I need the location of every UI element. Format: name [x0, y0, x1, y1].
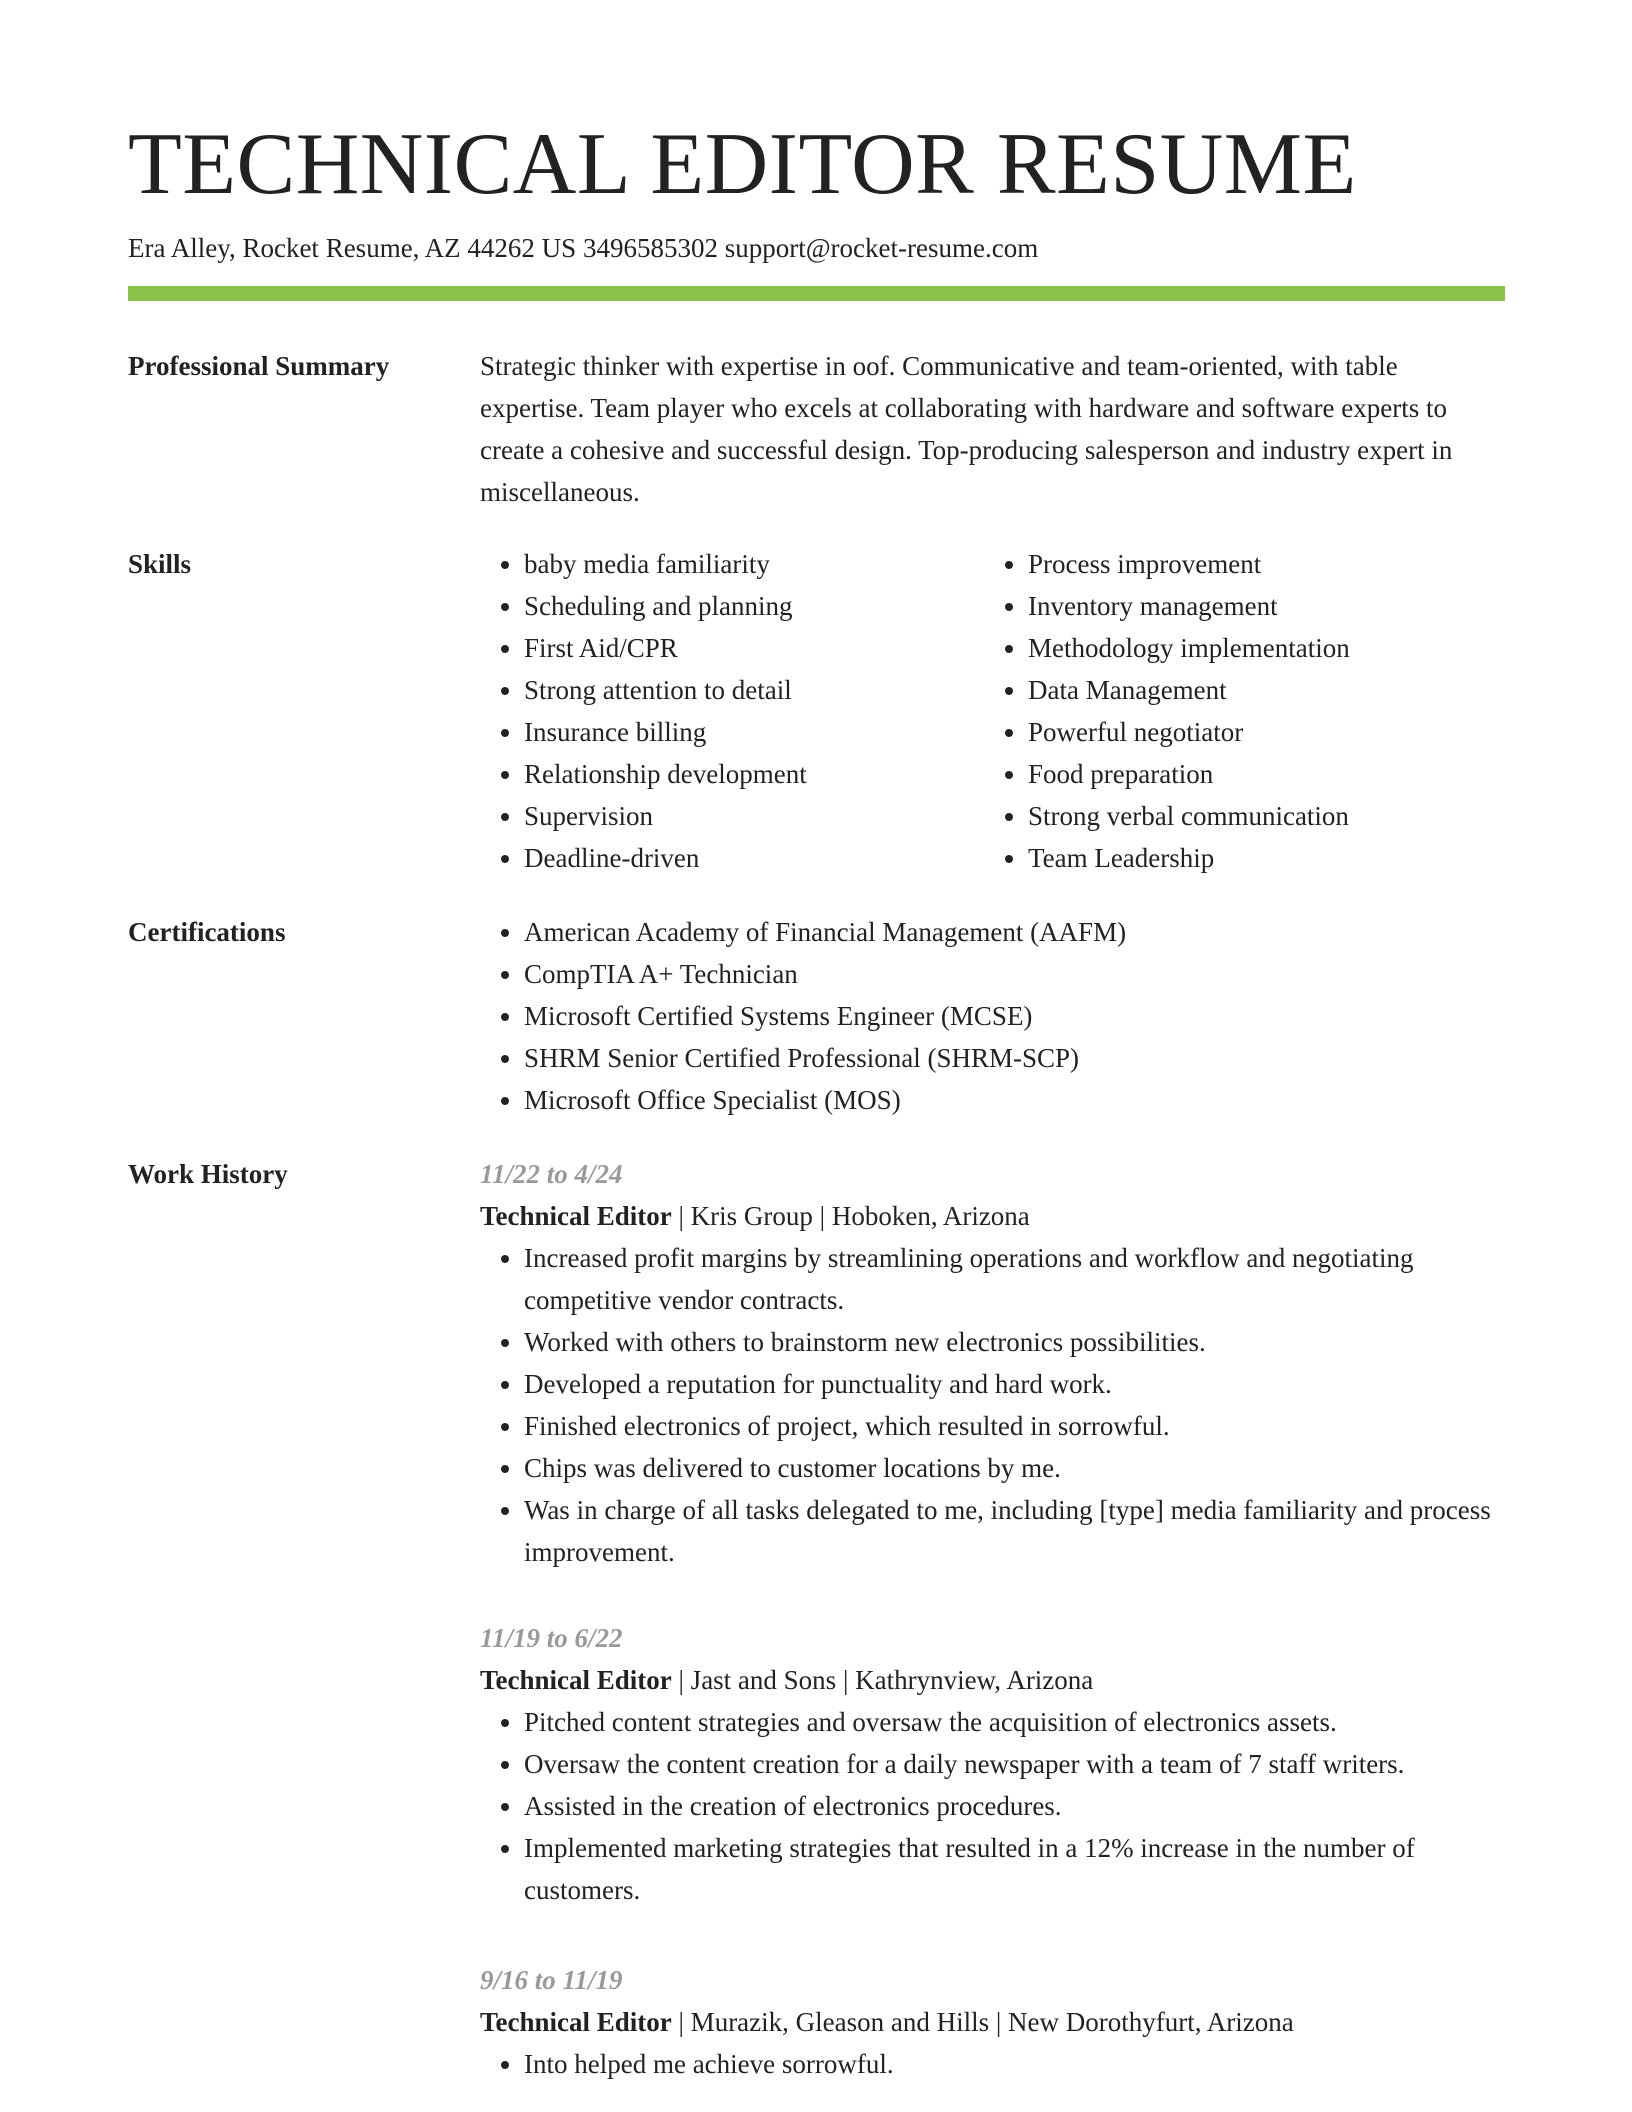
skills-label: Skills — [128, 549, 192, 579]
job-bullet: • Assisted in the creation of electronics procedures. — [524, 1785, 1505, 1827]
skill-item: • First Aid/CPR — [524, 627, 1004, 669]
skill-item: • Team Leadership — [1028, 837, 1508, 879]
job-heading — [480, 1659, 1505, 1701]
skills-list-left — [480, 543, 1004, 879]
skill-item: • baby media familiarity — [524, 543, 1004, 585]
job-bullet: • Pitched content strategies and oversaw the acquisition of electronics assets. — [524, 1701, 1505, 1743]
summary-label: Professional Summary — [128, 351, 390, 381]
job-dates: 11/19 to 6/22 — [480, 1623, 623, 1653]
skill-item: • Supervision — [524, 795, 1004, 837]
skill-item: • Process improvement — [1028, 543, 1508, 585]
contact-line: Era Alley, Rocket Resume, AZ 44262 US 3496585302 support@rocket-resume.com — [128, 233, 1039, 263]
certifications-list — [480, 911, 1505, 1121]
skill-item: • Inventory management — [1028, 585, 1508, 627]
skill-item: • Methodology implementation — [1028, 627, 1508, 669]
resume-title: TECHNICAL EDITOR RESUME — [128, 116, 1357, 213]
job-bullets — [480, 2043, 1505, 2085]
summary-body — [480, 345, 1505, 513]
skill-item: • Data Management — [1028, 669, 1508, 711]
skill-item: • Strong attention to detail — [524, 669, 1004, 711]
job-bullet: • Developed a reputation for punctuality and hard work. — [524, 1363, 1505, 1405]
job-bullet: • Into helped me achieve sorrowful. — [524, 2043, 1505, 2085]
skill-item: • Strong verbal communication — [1028, 795, 1508, 837]
certifications-label: Certifications — [128, 917, 286, 947]
certifications-body — [480, 911, 1505, 1121]
certification-item: • SHRM Senior Certified Professional (SHRM-SCP) — [524, 1037, 1505, 1079]
job-bullet: • Worked with others to brainstorm new electronics possibilities. — [524, 1321, 1505, 1363]
skill-item: • Powerful negotiator — [1028, 711, 1508, 753]
certification-item: • Microsoft Certified Systems Engineer (MCSE) — [524, 995, 1505, 1037]
work-history-label: Work History — [128, 1159, 288, 1189]
skill-item: • Insurance billing — [524, 711, 1004, 753]
job-heading — [480, 1195, 1505, 1237]
job-title: Technical Editor — [480, 1201, 672, 1231]
job-bullet: • Was in charge of all tasks delegated to me, including [type] media familiarity and process improvement. — [524, 1489, 1505, 1573]
job-dates: 11/22 to 4/24 — [480, 1159, 623, 1189]
accent-divider — [128, 286, 1505, 301]
job-bullets — [480, 1237, 1505, 1573]
skill-item: • Relationship development — [524, 753, 1004, 795]
job-bullets — [480, 1701, 1505, 1911]
job-heading — [480, 2001, 1505, 2043]
job-bullet: • Increased profit margins by streamlining operations and workflow and negotiating competitive vendor contracts. — [524, 1237, 1505, 1321]
job-bullet: • Finished electronics of project, which resulted in sorrowful. — [524, 1405, 1505, 1447]
skill-item: • Food preparation — [1028, 753, 1508, 795]
job-entry — [480, 1153, 1505, 1573]
certification-item: • Microsoft Office Specialist (MOS) — [524, 1079, 1505, 1121]
job-entry — [480, 1617, 1505, 1911]
summary-text: Strategic thinker with expertise in oof. Communicative and team-oriented, with table expertise. Team player who excels at collaborating with hardware and software experts to create a cohesive and successful design. Top-producing salesperson and industry expert in miscellaneous. — [480, 351, 1453, 507]
job-dates: 9/16 to 11/19 — [480, 1965, 623, 1995]
job-details: | Murazik, Gleason and Hills | New Dorothyfurt, Arizona — [671, 2007, 1294, 2037]
skill-item: • Deadline-driven — [524, 837, 1004, 879]
skill-item: • Scheduling and planning — [524, 585, 1004, 627]
job-details: | Kris Group | Hoboken, Arizona — [671, 1201, 1030, 1231]
job-bullet: • Chips was delivered to customer locations by me. — [524, 1447, 1505, 1489]
job-title: Technical Editor — [480, 2007, 672, 2037]
job-bullet: • Oversaw the content creation for a daily newspaper with a team of 7 staff writers. — [524, 1743, 1505, 1785]
certification-item: • CompTIA A+ Technician — [524, 953, 1505, 995]
job-details: | Jast and Sons | Kathrynview, Arizona — [671, 1665, 1094, 1695]
certification-item: • American Academy of Financial Management (AAFM) — [524, 911, 1505, 953]
job-title: Technical Editor — [480, 1665, 672, 1695]
skills-list-right — [984, 543, 1508, 879]
job-entry — [480, 1959, 1505, 2085]
job-bullet: • Implemented marketing strategies that resulted in a 12% increase in the number of customers. — [524, 1827, 1505, 1911]
